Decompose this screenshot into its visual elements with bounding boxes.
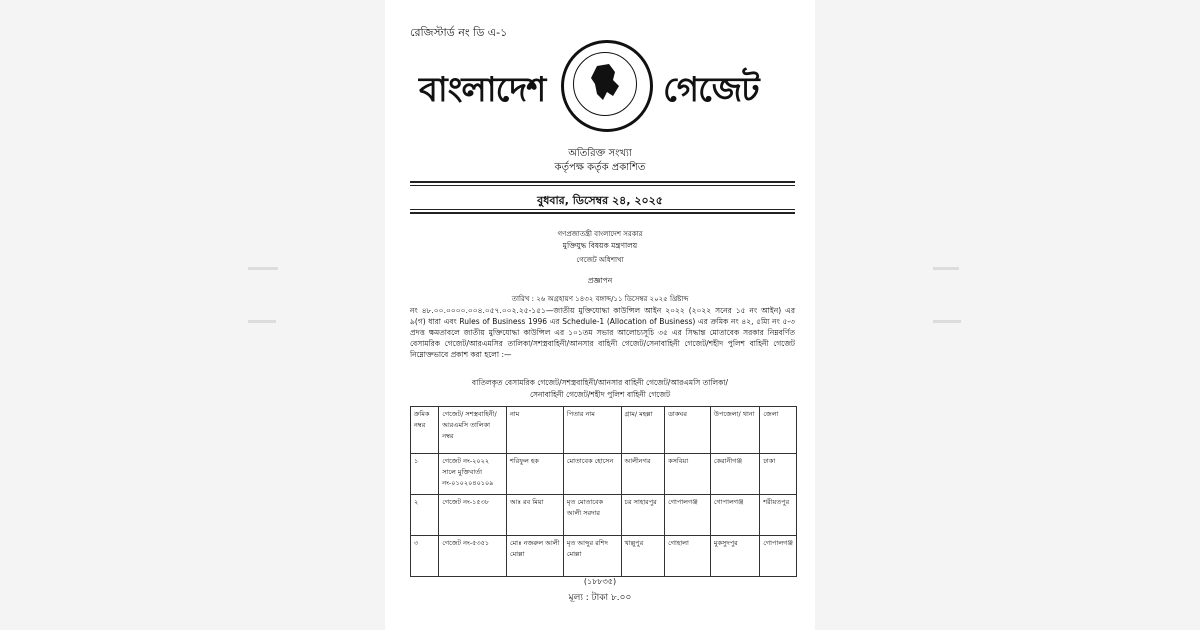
government-seal-icon [561, 40, 653, 132]
cell-upazila: মুকসুদপুর [710, 536, 759, 577]
cell-upazila: কেরানীগঞ্জ [710, 454, 759, 495]
date-line: বুধবার, ডিসেম্বর ২৪, ২০২৫ [537, 194, 663, 207]
extra-issue: অতিরিক্ত সংখ্যা [568, 148, 632, 159]
header-district: জেলা [760, 407, 797, 454]
cell-serial: ১ [411, 454, 439, 495]
table-row [411, 495, 797, 536]
ministry-name: মুক্তিযুদ্ধ বিষয়ক মন্ত্রণালয় [562, 241, 638, 250]
cell-serial: ২ [411, 495, 439, 536]
branch-name: গেজেট অধিশাখা [576, 256, 624, 264]
header-serial: ক্রমিক নম্বর [411, 407, 439, 454]
notice-body: নং ৪৮.০০.০০০০.০০৪.০৫৭.০০২.২৫-১৫১—জাতীয় মুক্তিযোদ্ধা কাউন্সিল আইন ২০২২ (২০২২ সনের ১৫ নং আইন) এর ৯(গ) ধারা এবং Rules of Business 1996 এর Schedule-1 (Allocation of Business) এর ক্রমিক নং ৪২, ৫ম্যি নং ৫-৩ প্রদত্ত ক্ষমতাবলে জাতীয় মুক্তিযোদ্ধা কাউন্সিল এর ১০১তম সভার আলোচ্যসূচি ৩৫ এর সিদ্ধান্ত মোতাবেক সরকার নিম্নবর্ণিত বেসামরিক গেজেট/আরএমসির তালিকা/সশস্ত্রবাহিনী/আনসার বাহিনী গেজেট/সেনাবাহিনী গেজেট/শহীদ পুলিশ বাহিনী গেজেট নিম্নোক্তভাবে প্রকাশ করা হলো :— [410, 306, 795, 359]
government-name: গণপ্রজাতন্ত্রী বাংলাদেশ সরকার [557, 230, 643, 238]
registered-number: রেজিস্টার্ড নং ডি এ-১ [410, 26, 508, 39]
top-rule-thin [410, 185, 795, 186]
published-by: কর্তৃপক্ষ কর্তৃক প্রকাশিত [554, 162, 646, 173]
gazette-title-right: গেজেট [663, 70, 759, 110]
table-row [411, 536, 797, 577]
cell-district: গোপালগঞ্জ [760, 536, 797, 577]
cell-gazette-number: গেজেট নং-৫৩৫১ [439, 536, 507, 577]
header-name: নাম [506, 407, 563, 454]
cell-gazette-number: গেজেট নং-২০২২ সালে মুক্তিবার্তা নং-০১০২০৪০১০৯ [439, 454, 507, 495]
table-row [411, 454, 797, 495]
background-smudge [933, 267, 959, 270]
notice-heading: প্রজ্ঞাপন [587, 276, 613, 285]
cell-gazette-number: গেজেট নং-১৫৩৮ [439, 495, 507, 536]
gazette-title-left: বাংলাদেশ [419, 70, 546, 110]
background-smudge [248, 320, 276, 323]
cancelled-gazette-table [410, 406, 797, 577]
cell-district: শরীয়তপুর [760, 495, 797, 536]
cell-village: খাল্লুপুর [621, 536, 665, 577]
background-smudge [933, 320, 961, 323]
table-title-line-1: বাতিলকৃত বেসামরিক গেজেট/সশস্ত্রবাহিনী/আনসার বাহিনী গেজেট/আরএমসি তালিকা/ [471, 378, 729, 387]
cell-father-name: মোতাবেক হোসেন [563, 454, 621, 495]
header-upazila: উপজেলা/ থানা [710, 407, 759, 454]
cell-village: আলীনগর [621, 454, 665, 495]
background-smudge [248, 267, 278, 270]
cell-name: আঃ রব মিয়া [506, 495, 563, 536]
bottom-rule-thick [410, 212, 795, 214]
table-title-line-2: সেনাবাহিনী গেজেট/শহীদ পুলিশ বাহিনী গেজেট [529, 390, 671, 399]
notice-date: তারিখ : ২৬ অগ্রহায়ণ ১৪৩২ বঙ্গাব্দ/১১ ডিসেম্বর ২০২৫ খ্রিষ্টাব্দ [511, 295, 689, 303]
header-post-office: ডাকঘর [665, 407, 711, 454]
page-code: (১৮৮৩৫) [583, 577, 617, 586]
table-header-row [411, 407, 797, 454]
bottom-rule [410, 209, 795, 210]
cell-village: চর সাহারপুর [621, 495, 665, 536]
header-village: গ্রাম/ মহল্লা [621, 407, 665, 454]
header-gazette-number: গেজেট/ সশস্ত্রবাহিনী/ আরএমসি তালিকা নম্বর [439, 407, 507, 454]
cell-name: মোঃ নজরুল আলী মোল্লা [506, 536, 563, 577]
cell-upazila: গোপালগঞ্জ [710, 495, 759, 536]
price: মূল্য : টাকা ৮.০০ [568, 593, 632, 603]
cell-father-name: মৃত মোতাবেক আলী সরদার [563, 495, 621, 536]
gazette-page [385, 0, 815, 630]
cell-district: ঢাকা [760, 454, 797, 495]
header-father-name: পিতার নাম [563, 407, 621, 454]
cell-post-office: গোহালা [665, 536, 711, 577]
cell-post-office: কসবিয়া [665, 454, 711, 495]
cell-father-name: মৃত আব্দুর রশিদ মোল্লা [563, 536, 621, 577]
top-rule [410, 181, 795, 183]
bangladesh-map-icon [561, 40, 647, 126]
cell-serial: ৩ [411, 536, 439, 577]
cell-post-office: গোপালগঞ্জ [665, 495, 711, 536]
cell-name: শরিফুল হক [506, 454, 563, 495]
